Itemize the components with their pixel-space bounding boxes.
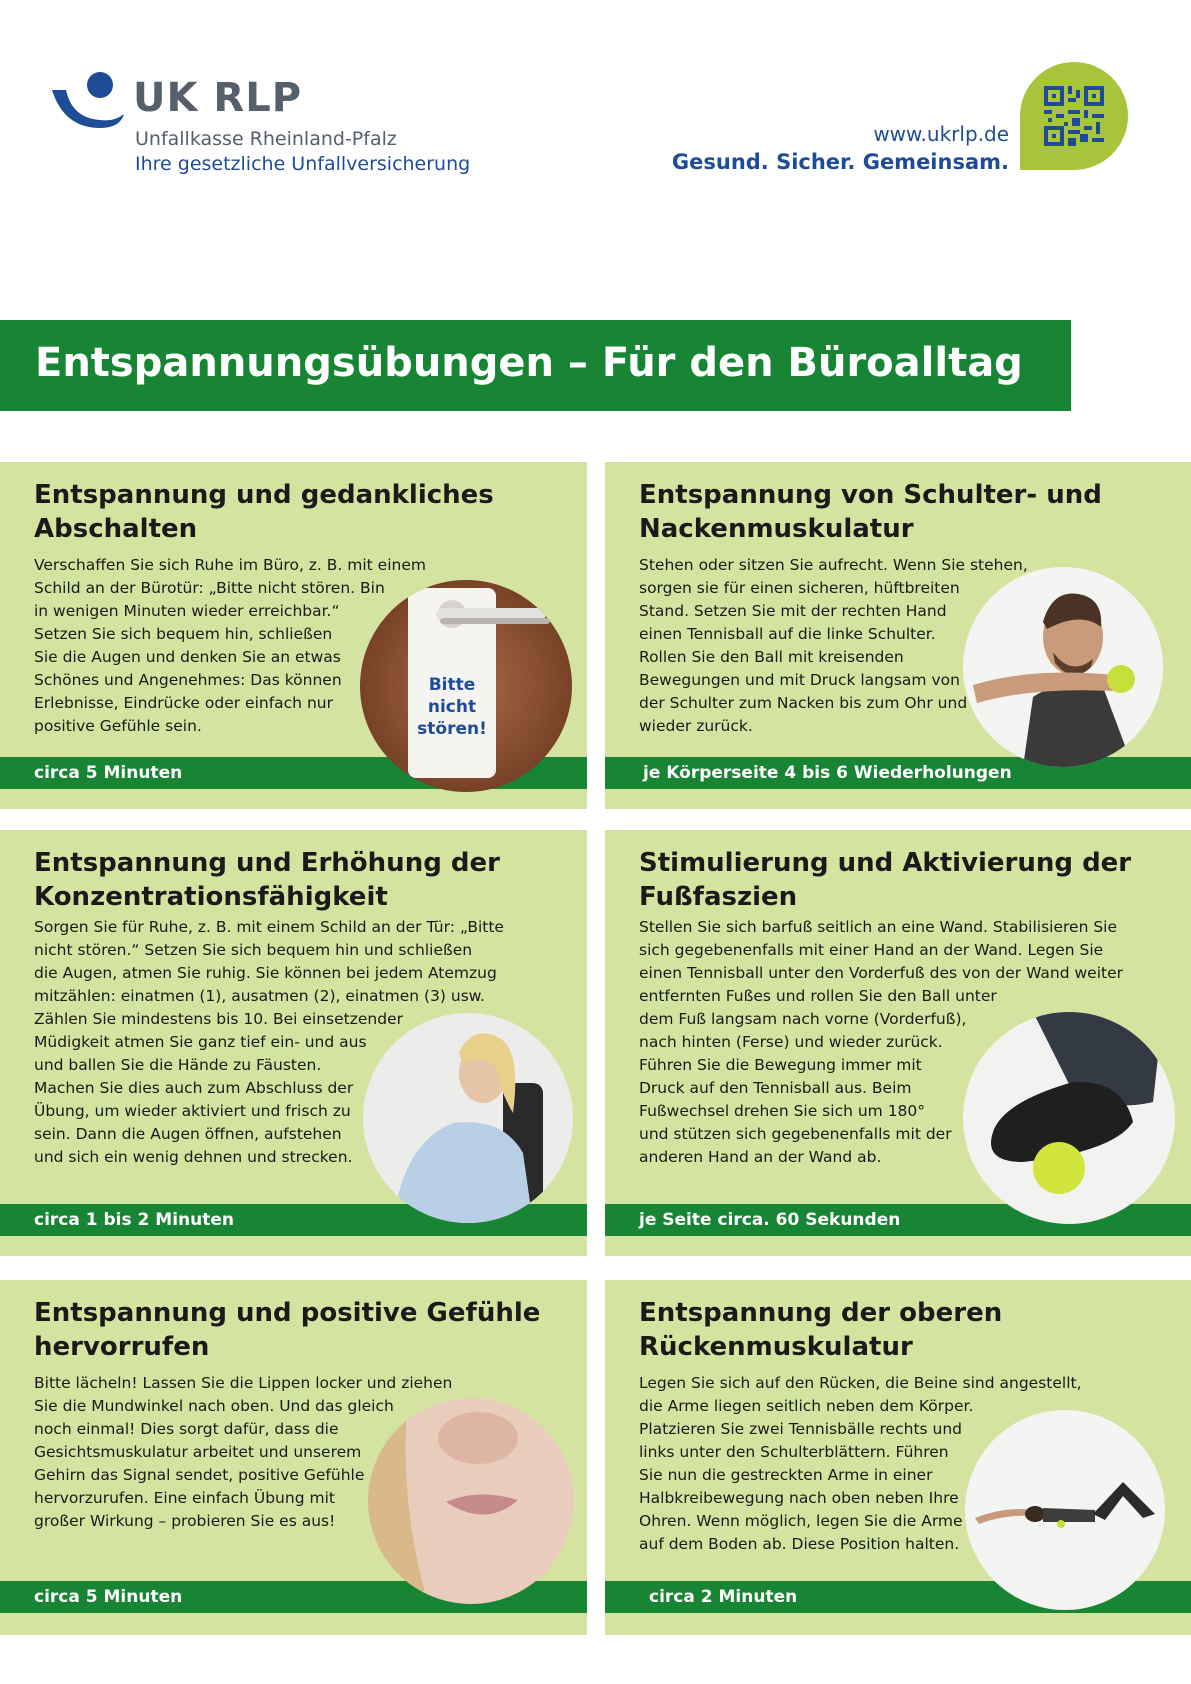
text-line: dem Fuß langsam nach vorne (Vorderfuß), [639, 1010, 967, 1028]
qr-code-icon[interactable] [1044, 86, 1104, 146]
text-line: Erlebnisse, Eindrücke oder einfach nur [34, 694, 333, 712]
sign-text-1: Bitte [428, 675, 476, 695]
title-banner [0, 320, 1071, 411]
text-line: anderen Hand an der Wand ab. [639, 1148, 882, 1166]
duration-label: circa 5 Minuten [34, 763, 183, 783]
text-line: Sie die Mundwinkel nach oben. Und das gleich [34, 1397, 394, 1415]
sign-text-3: stören! [417, 719, 487, 739]
duration-label: circa 1 bis 2 Minuten [34, 1210, 234, 1230]
text-line: Rollen Sie den Ball mit kreisenden [639, 648, 904, 666]
brand-name: UK RLP [133, 75, 303, 121]
org-subtitle: Ihre gesetzliche Unfallversicherung [135, 153, 471, 175]
text-line: Setzen Sie sich bequem hin, schließen [34, 625, 333, 643]
text-line: Zählen Sie mindestens bis 10. Bei einsetzender [34, 1010, 403, 1028]
relaxing-woman-photo [363, 1013, 573, 1223]
qr-badge [1020, 62, 1128, 170]
text-line: Stellen Sie sich barfuß seitlich an eine Wand. Stabilisieren Sie [639, 918, 1117, 936]
card-title: Entspannung von Schulter- und Nackenmuskulatur [639, 480, 1102, 544]
text-line: Ohren. Wenn möglich, legen Sie die Arme [639, 1512, 963, 1530]
duration-label: circa 5 Minuten [34, 1587, 183, 1607]
text-line: Müdigkeit atmen Sie ganz tief ein- und aus [34, 1033, 367, 1051]
website-link[interactable]: www.ukrlp.de [873, 122, 1009, 146]
smile-photo [368, 1398, 574, 1604]
text-line: einen Tennisball unter den Vorderfuß des von der Wand weiter [639, 964, 1124, 982]
text-line: sich gegebenenfalls mit einer Hand an der Wand. Legen Sie [639, 941, 1104, 959]
door-sign-photo [360, 580, 572, 792]
foot-tennisball-photo [963, 1012, 1175, 1224]
text-line: nicht stören.“ Setzen Sie sich bequem hin und schließen [34, 941, 473, 959]
text-line: einen Tennisball auf die linke Schulter. [639, 625, 936, 643]
text-line: noch einmal! Dies sorgt dafür, dass die [34, 1420, 339, 1438]
text-line: positive Gefühle sein. [34, 717, 202, 735]
duration-label: je Seite circa. 60 Sekunden [639, 1210, 901, 1230]
card-title: Stimulierung und Aktivierung der Fußfaszien [639, 848, 1132, 912]
text-line: hervorzurufen. Eine einfach Übung mit [34, 1489, 335, 1507]
text-line: Führen Sie die Bewegung immer mit [639, 1056, 922, 1074]
text-line: Schönes und Angenehmes: Das können [34, 671, 342, 689]
org-name: Unfallkasse Rheinland-Pfalz [135, 128, 397, 150]
duration-label: circa 2 Minuten [649, 1587, 798, 1607]
text-line: entfernten Fußes und rollen Sie den Ball unter [639, 987, 997, 1005]
card-title: Entspannung der oberen Rückenmuskulatur [639, 1298, 1003, 1362]
sign-text-2: nicht [427, 697, 477, 717]
lying-back-exercise-photo [965, 1410, 1165, 1610]
text-line: der Schulter zum Nacken bis zum Ohr und [639, 694, 968, 712]
card-title: Entspannung und positive Gefühle hervorrufen [34, 1298, 541, 1362]
text-line: sein. Dann die Augen öffnen, aufstehen [34, 1125, 342, 1143]
text-line: sorgen sie für einen sicheren, hüftbreiten [639, 579, 960, 597]
page-title: Entspannungsübungen – Für den Büroalltag [35, 340, 1023, 386]
text-line: Bitte lächeln! Lassen Sie die Lippen locker und ziehen [34, 1374, 453, 1392]
card-title: Entspannung und gedankliches Abschalten [34, 480, 494, 544]
text-line: Stand. Setzen Sie mit der rechten Hand [639, 602, 947, 620]
ukrlp-logo [50, 70, 471, 180]
text-line: die Arme liegen seitlich neben dem Körper. [639, 1397, 974, 1415]
text-line: Schild an der Bürotür: „Bitte nicht stören. Bin [34, 579, 385, 597]
text-line: Bewegungen und mit Druck langsam von [639, 671, 960, 689]
tagline: Gesund. Sicher. Gemeinsam. [671, 150, 1009, 174]
text-line: auf dem Boden ab. Diese Position halten. [639, 1535, 960, 1553]
text-line: Gesichtsmuskulatur arbeitet und unserem [34, 1443, 362, 1461]
text-line: Druck auf den Tennisball aus. Beim [639, 1079, 912, 1097]
text-line: Gehirn das Signal sendet, positive Gefühle [34, 1466, 365, 1484]
text-line: Sorgen Sie für Ruhe, z. B. mit einem Schild an der Tür: „Bitte [34, 918, 504, 936]
text-line: wieder zurück. [639, 717, 753, 735]
text-line: Sie nun die gestreckten Arme in einer [639, 1466, 933, 1484]
text-line: Machen Sie dies auch zum Abschluss der [34, 1079, 354, 1097]
text-line: mitzählen: einatmen (1), ausatmen (2), einatmen (3) usw. [34, 987, 485, 1005]
text-line: und ballen Sie die Hände zu Fäusten. [34, 1056, 322, 1074]
text-line: nach hinten (Ferse) und wieder zurück. [639, 1033, 943, 1051]
text-line: Stehen oder sitzen Sie aufrecht. Wenn Sie stehen, [639, 556, 1028, 574]
duration-bar [605, 757, 1191, 789]
shoulder-massage-photo [963, 567, 1163, 767]
text-line: Fußwechsel drehen Sie sich um 180° [639, 1102, 926, 1120]
text-line: und stützen sich gegebenenfalls mit der [639, 1125, 952, 1143]
header-contact [672, 122, 1009, 177]
text-line: Platzieren Sie zwei Tennisbälle rechts und [639, 1420, 963, 1438]
text-line: und sich ein wenig dehnen und strecken. [34, 1148, 353, 1166]
card-title: Entspannung und Erhöhung der Konzentrationsfähigkeit [34, 848, 500, 912]
text-line: die Augen, atmen Sie ruhig. Sie können bei jedem Atemzug [34, 964, 497, 982]
text-line: Halbkreibewegung nach oben neben Ihre [639, 1489, 959, 1507]
text-line: Verschaffen Sie sich Ruhe im Büro, z. B. mit einem [34, 556, 426, 574]
text-line: Legen Sie sich auf den Rücken, die Beine sind angestellt, [639, 1374, 1082, 1392]
logo-mark-icon [50, 70, 126, 134]
text-line: großer Wirkung – probieren Sie es aus! [34, 1512, 336, 1530]
text-line: Sie die Augen und denken Sie an etwas [34, 648, 341, 666]
duration-label: je Körperseite 4 bis 6 Wiederholungen [643, 763, 1012, 783]
text-line: Übung, um wieder aktiviert und frisch zu [34, 1102, 351, 1120]
text-line: links unter den Schulterblättern. Führen [639, 1443, 949, 1461]
text-line: in wenigen Minuten wieder erreichbar.“ [34, 602, 340, 620]
